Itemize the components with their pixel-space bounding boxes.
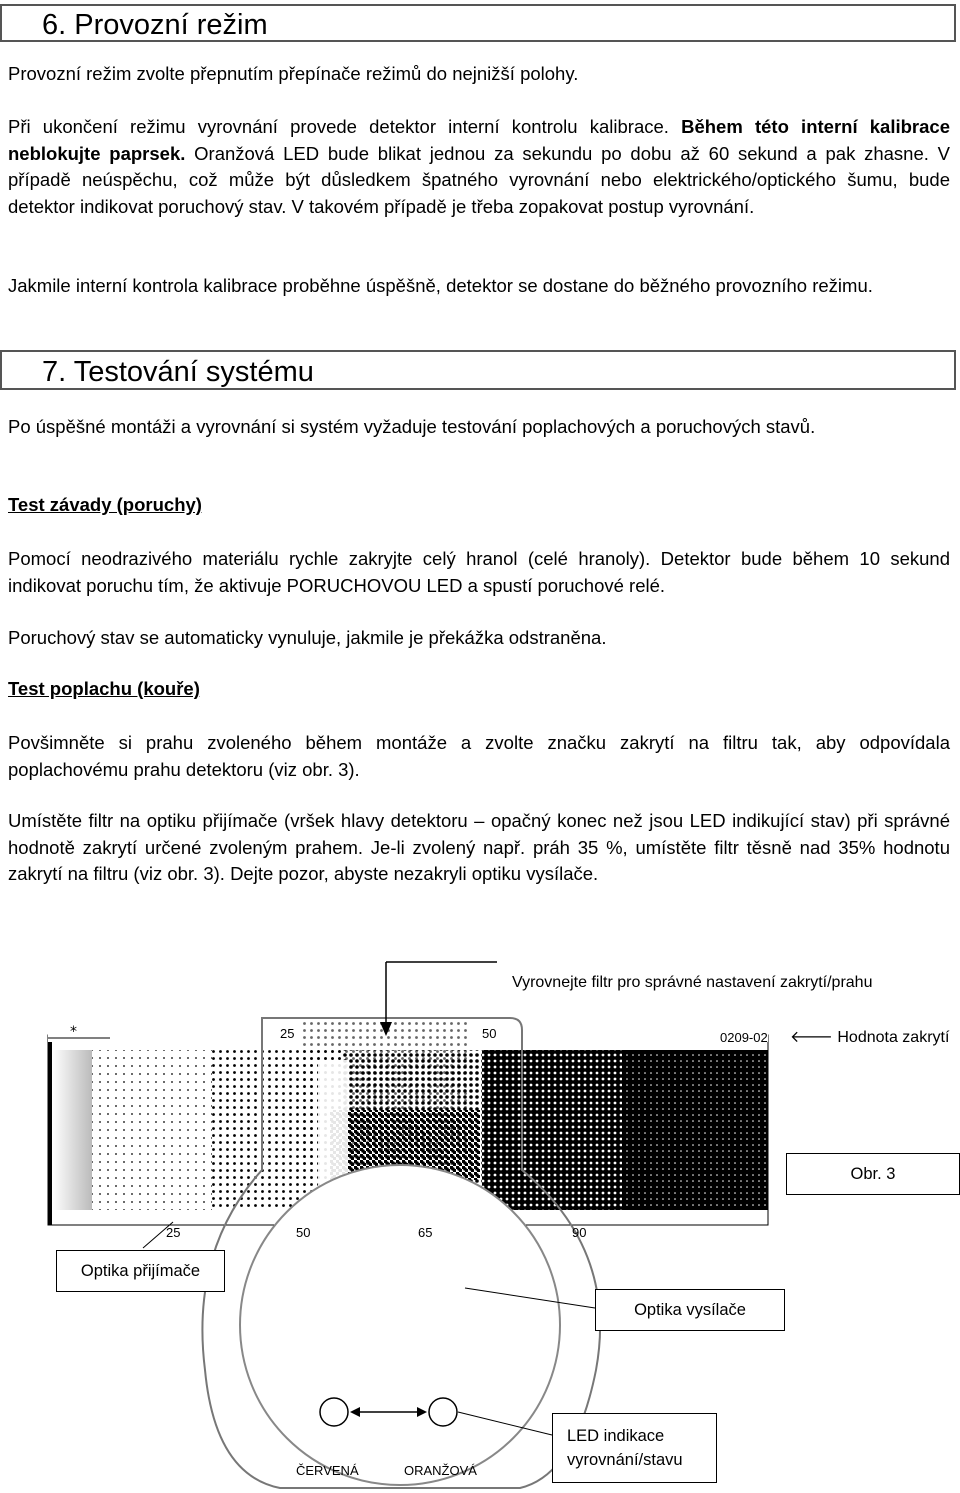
label-led-text: LED indikace vyrovnání/stavu	[567, 1427, 683, 1469]
paragraph-alarm-threshold: Povšimněte si prahu zvoleného během montáže a zvolte značku zakrytí na filtru tak, aby odpovídala poplachovému prahu detektoru (viz obr. 3).	[8, 732, 950, 780]
label-value: Hodnota zakrytí	[837, 1029, 950, 1046]
label-led-orange: ORANŽOVÁ	[404, 1463, 477, 1478]
scale-bottom-25: 25	[166, 1225, 181, 1240]
paragraph-mode-select: Provozní režim zvolte přepnutím přepínače režimů do nejnižší polohy.	[8, 63, 579, 84]
scale-top-25: 25	[280, 1026, 295, 1041]
subheading-fault-test: Test závady (poruchy)	[8, 494, 202, 515]
label-figure-number: Obr. 3	[786, 1153, 960, 1195]
scale-bottom-50: 50	[296, 1225, 311, 1240]
label-led-red: ČERVENÁ	[296, 1463, 359, 1478]
scale-top-50: 50	[482, 1026, 497, 1041]
calibration-warning: Během této interní kalibrace neblokujte paprsek.	[8, 116, 950, 164]
section-7-title: 7. Testování systému	[42, 356, 314, 388]
calibration-text-a: Při ukončení režimu vyrovnání provede detektor interní kontrolu kalibrace.	[8, 116, 682, 137]
subheading-alarm-test: Test poplachu (kouře)	[8, 678, 200, 699]
section-6-title: 6. Provozní režim	[42, 9, 268, 41]
red-led-icon	[320, 1398, 348, 1426]
calibration-text-c: Oranžová LED bude blikat jednou za sekundu po dobu až 60 sekund a pak zhasne. V případě neúspěchu, což může být důsledkem špatného vyrovnání nebo elektrického/optického šumu, bude detektor indikovat poruchový stav. V takovém případě je třeba zopakovat postup vyrovnání.	[8, 142, 950, 217]
paragraph-normal-mode: Jakmile interní kontrola kalibrace proběhne úspěšně, detektor se dostane do běžného provozního režimu.	[8, 275, 873, 296]
paragraph-system-test: Po úspěšné montáži a vyrovnání si systém vyžaduje testování poplachových a poruchových stavů.	[8, 416, 816, 437]
label-transmitter-optics: Optika vysílače	[595, 1289, 785, 1331]
paragraph-calibration	[8, 114, 950, 220]
filter-code: 0209-02	[720, 1030, 768, 1045]
figure-3	[0, 950, 960, 1490]
orange-led-icon	[429, 1398, 457, 1426]
transmitter-lens	[240, 1165, 560, 1485]
paragraph-filter-placement: Umístěte filtr na optiku přijímače (vršek hlavy detektoru – opačný konec než jsou LED indikující stav) při správné hodnotě zakrytí určené zvoleným prahem. Je-li zvolený např. práh 35 %, umístěte filtr těsně nad 35% hodnotu zakrytí na filtru (viz obr. 3). Dejte pozor, abyste nezakryli optiku vysílače.	[8, 810, 950, 884]
paragraph-fault-reset: Poruchový stav se automaticky vynuluje, jakmile je překážka odstraněna.	[8, 627, 607, 648]
label-value-row	[790, 1026, 949, 1047]
section-7-heading	[0, 350, 956, 390]
label-align-filter: Vyrovnejte filtr pro správné nastavení zakrytí/prahu	[512, 974, 873, 991]
label-led-indication	[552, 1413, 717, 1483]
scale-bottom-65: 65	[418, 1225, 433, 1240]
left-arrow-icon: 🡐	[790, 1027, 833, 1046]
scale-bottom-90: 90	[572, 1225, 587, 1240]
section-6-heading	[0, 4, 956, 42]
paragraph-fault-procedure: Pomocí neodrazivého materiálu rychle zakryjte celý hranol (celé hranoly). Detektor bude během 10 sekund indikovat poruchu tím, že aktivuje PORUCHOVOU LED a spustí poruchové relé.	[8, 548, 950, 596]
star-mark-icon: *	[70, 1024, 77, 1040]
label-receiver-optics: Optika přijímače	[56, 1250, 225, 1292]
